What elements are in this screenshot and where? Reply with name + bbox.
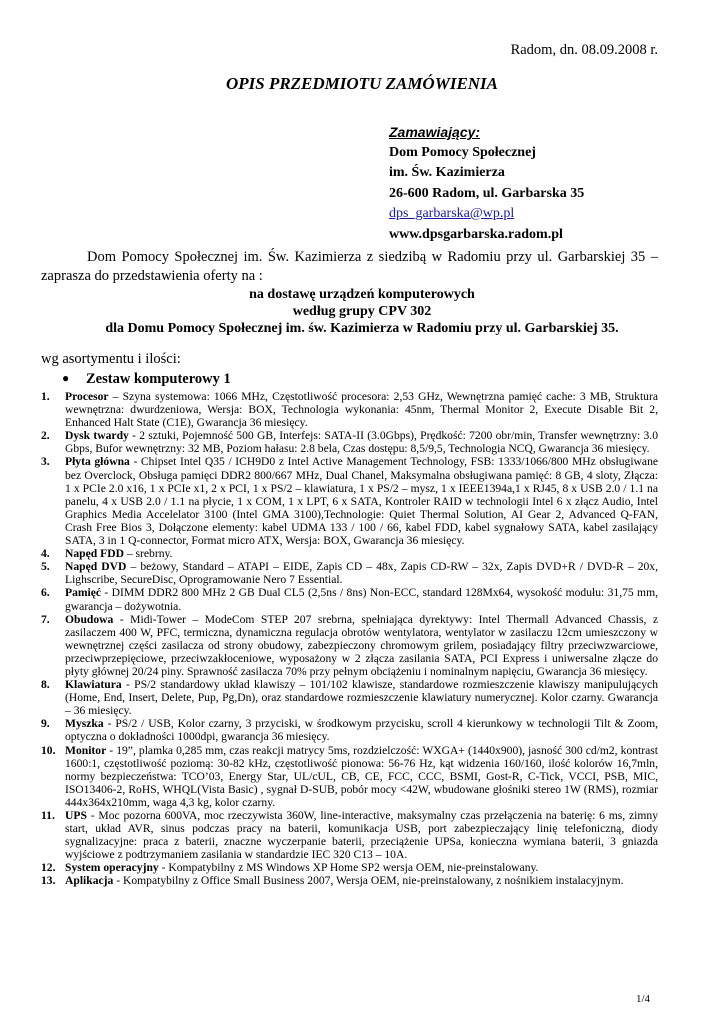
item-number: 2. [41, 429, 50, 443]
assortment-label: wg asortymentu i ilości: [41, 351, 181, 367]
item-body [65, 861, 658, 874]
item-body [65, 744, 658, 809]
orderer-email-link[interactable]: dps_garbarska@wp.pl [389, 206, 515, 221]
item-number: 8. [41, 678, 50, 692]
list-item [41, 717, 658, 743]
item-description: - Kompatybilny z MS Windows XP Home SP2 wersja OEM, nie-preinstalowany. [158, 861, 539, 875]
item-name: Płyta główna [65, 455, 130, 469]
set-title: Zestaw komputerowy 1 [86, 371, 231, 387]
item-name: System operacyjny [65, 861, 159, 875]
subject-line-1: na dostawę urządzeń komputerowych [249, 287, 475, 302]
item-description: - Chipset Intel Q35 / ICH9D0 z Intel Active Management Technology, FSB: 1333/1066/800 MHz obsługiwane bez Overclock, Obsługa pamięci DDR2 800/667 MHz, Dual Chanel, Maksymalna obsługiwana pamięć: 8 GB, 4 sloty, Złącza: 1 x PCIe 2.0 x16, 1 x PCIe x1, 2 x PCI, 1 x PS/2 – klawiatura, 1 x PS/2 – mysz, 1 x IEEE1394a,1 x RJ45, 8 x USB 2.0 / 1.1 na panelu, 4 x USB 2.0 / 1.1 na płycie, 1 x COM, 1 x LPT, 6 x SATA, Kontroler RAID w technologii Intel 6 x złącz Audio, Intel Graphics Media Accelelator 3100 (Intel GMA 3100),Technologie: Quiet Thermal Solution, AI Gear 2, Advanced Q-FAN, Crash Free Bios 3, Dołączone elementy: kabel UDMA 133 / 100 / 66, kabel FDD, kabel sygnałowy SATA, kabel zasilający SATA, 3 in 1 Q-connector, Format micro ATX, Wersja: BOX, Gwarancja 36 miesięcy. [65, 455, 659, 548]
list-item [41, 455, 658, 547]
item-number: 9. [41, 717, 50, 731]
item-body [65, 455, 658, 547]
orderer-block [389, 122, 584, 245]
item-description: - Kompatybilny z Office Small Business 2007, Wersja OEM, nie-preinstalowany, z nośnikiem instalacyjnym. [113, 874, 624, 888]
item-name: Obudowa [65, 612, 114, 626]
list-item [41, 547, 658, 560]
item-description: - 2 sztuki, Pojemność 500 GB, Interfejs: SATA-II (3.0Gbps), Prędkość: 7200 obr/min, Transfer wewnętrzny: 3.0 Gbps, Bufor wewnętrzny: 32 MB, Poziom hałasu: 2.8 bela, Czas dostępu: 8,5/9,5, Technologia NCQ, Gwarancja 36 miesięcy. [65, 429, 658, 456]
item-body [65, 547, 658, 560]
list-item [41, 586, 658, 612]
item-name: Monitor [65, 743, 107, 757]
item-name: Myszka [65, 717, 104, 731]
list-item [41, 874, 658, 887]
document-date: Radom, dn. 08.09.2008 r. [510, 42, 658, 58]
item-body [65, 560, 658, 586]
item-description: - DIMM DDR2 800 MHz 2 GB Dual CL5 (2,5ns / 8ns) Non-ECC, standard 128Mx64, wysokość modułu: 31,75 mm, gwarancja – dożywotnia. [65, 586, 658, 613]
item-number: 1. [41, 390, 50, 403]
item-number: 10. [41, 743, 56, 757]
item-description: - 19”, plamka 0,285 mm, czas reakcji matrycy 5ms, rozdzielczość: WXGA+ (1440x900), jasność 300 cd/m2, kontrast 1600:1, częstotliwość poziomą: 30-82 kHz, częstotliwość pionowa: 56-76 Hz, kąt widzenia 160/160, ilość kolorów 16,7mln, normy bezpieczeństwa: TCO’03, Energy Star, UL/cUL, CB, CE, FCC, CCC, BSMI, Gost-R, C-Tick, VCCI, PSB, MIC, ISO13406-2, RoHS, WHQL(Vista Basic) , sygnał D-SUB, pobór mocy <42W, wbudowane głośniki stereo 1W (RMS), rozmiar 444x364x210mm, waga 4,3 kg, kolor czarny. [65, 743, 658, 809]
item-description: - Moc pozorna 600VA, moc rzeczywista 360W, line-interactive, maksymalny czas przełączenia na baterię: 6 ms, zimny start, układ AVR, sinus podczas pracy na baterii, komunikacja USB, port zabezpieczający linię telefoniczną, diody sygnalizacyjne: praca z baterii, znaczne wyczerpanie baterii, przeciążenie UPSa, konieczna wymiana baterii, 3 gniazda wyjściowe z podtrzymaniem zasilania w standardzie IEC 320 C13 – 10A. [65, 809, 658, 862]
item-name: Napęd FDD [65, 547, 124, 561]
list-item [41, 678, 658, 717]
item-name: Aplikacja [65, 874, 114, 888]
item-number: 7. [41, 612, 50, 626]
item-description: – Szyna systemowa: 1066 MHz, Częstotliwość procesora: 2,53 GHz, Wewnętrzna pamięć cache: 3 MB, Struktura wewnętrzna: dwurdzeniowa, Wersja: BOX, Technologia wykonania: 45nm, Thermal Monitor 2, Execute Disable Bit 2, Enhanced Halt State (C1E), Gwarancja 36 miesięcy. [65, 390, 658, 430]
orderer-name: Dom Pomocy Społecznej [389, 144, 536, 160]
item-body [65, 613, 658, 678]
item-number: 4. [41, 547, 50, 561]
list-item [41, 560, 658, 586]
item-name: UPS [65, 809, 87, 822]
item-body [65, 429, 658, 455]
item-body [65, 809, 658, 861]
subject-line-2: według grupy CPV 302 [292, 304, 432, 319]
items-list [41, 390, 658, 888]
item-body [65, 586, 658, 612]
list-item [41, 613, 658, 678]
bullet-icon: ● [62, 371, 70, 385]
item-name: Napęd DVD [65, 560, 127, 574]
item-name: Pamięć [65, 586, 102, 600]
orderer-address: 26-600 Radom, ul. Garbarska 35 [389, 185, 585, 201]
item-description: - PS/2 / USB, Kolor czarny, 3 przyciski, w środkowym przycisku, scroll 4 kierunkowy w technologii Tilt & Zoom, optyczna o dokładności 1000dpi, gwarancja 36 miesięcy. [65, 717, 658, 744]
subject-line-3: dla Domu Pomocy Społecznej im. św. Kazimierza w Radomiu przy ul. Garbarskiej 35. [105, 321, 619, 336]
item-number: 5. [41, 560, 50, 574]
item-body [65, 874, 658, 887]
list-item [41, 861, 658, 874]
list-item [41, 429, 658, 455]
item-description: - PS/2 standardowy układ klawiszy – 101/102 klawisze, standardowe rozmieszczenie klawiszy manipulujących (Home, End, Insert, Delete, Pup, Pg,Dn), oraz standardowe rozmieszczenie klawiatury numerycznej. Kolor czarny. Gwarancja – 36 miesięcy. [65, 678, 658, 718]
item-body [65, 678, 658, 717]
item-number: 6. [41, 586, 50, 600]
item-number: 11. [41, 809, 55, 822]
item-name: Procesor [65, 390, 109, 403]
item-description: - Midi-Tower – ModeCom STEP 207 srebrna, spełniająca dyrektywy: Intel Thermall Advanced Chassis, z zasilaczem 400 W, PFC, termiczna, dynamiczna regulacja obrotów wentylatora, wentylator w zasilaczu 12cm umieszczony w wewnętrznej części zasilacza od strony obudowy, zabezpieczony chromowym grilem, posiadający filtry przeciwzwarciowe, przeciwprzepięciowe, przeciwzakłoceniowe, wyposażony w 2 złącza zasilania SATA, PCI Express i uniwersalne złącze do płyty głównej 20/24 piny. Sprawność zasilacza 70% przy pełnym obciążeniu i nominalnym napięciu, Gwarancja 36 miesięcy. [65, 612, 658, 678]
orderer-website: www.dpsgarbarska.radom.pl [389, 226, 563, 242]
item-description: – srebrny. [123, 547, 173, 561]
page-number: 1/4 [635, 993, 650, 1005]
item-name: Dysk twardy [65, 429, 129, 443]
intro-paragraph [41, 248, 658, 285]
list-item [41, 390, 658, 429]
item-name: Klawiatura [65, 678, 122, 692]
document-title: OPIS PRZEDMIOTU ZAMÓWIENIA [225, 74, 499, 93]
item-number: 12. [41, 861, 56, 875]
item-number: 13. [41, 874, 56, 888]
item-number: 3. [41, 455, 50, 469]
orderer-patron: im. Św. Kazimierza [389, 165, 505, 180]
item-body [65, 390, 658, 429]
intro-text: Dom Pomocy Społecznej im. Św. Kazimierza z siedzibą w Radomiu przy ul. Garbarskiej 35 – zaprasza do przedstawienia oferty na : [41, 249, 658, 284]
item-description: – beżowy, Standard – ATAPI – EIDE, Zapis CD – 48x, Zapis CD-RW – 32x, Zapis DVD+R / DVD-R – 20x, Lighscribe, SecureDisc, Oprogramowanie Nero 7 Essential. [65, 560, 658, 587]
list-item [41, 809, 658, 861]
orderer-label: Zamawiający: [389, 124, 481, 140]
set-heading [62, 371, 231, 388]
list-item [41, 744, 658, 809]
item-body [65, 717, 658, 743]
